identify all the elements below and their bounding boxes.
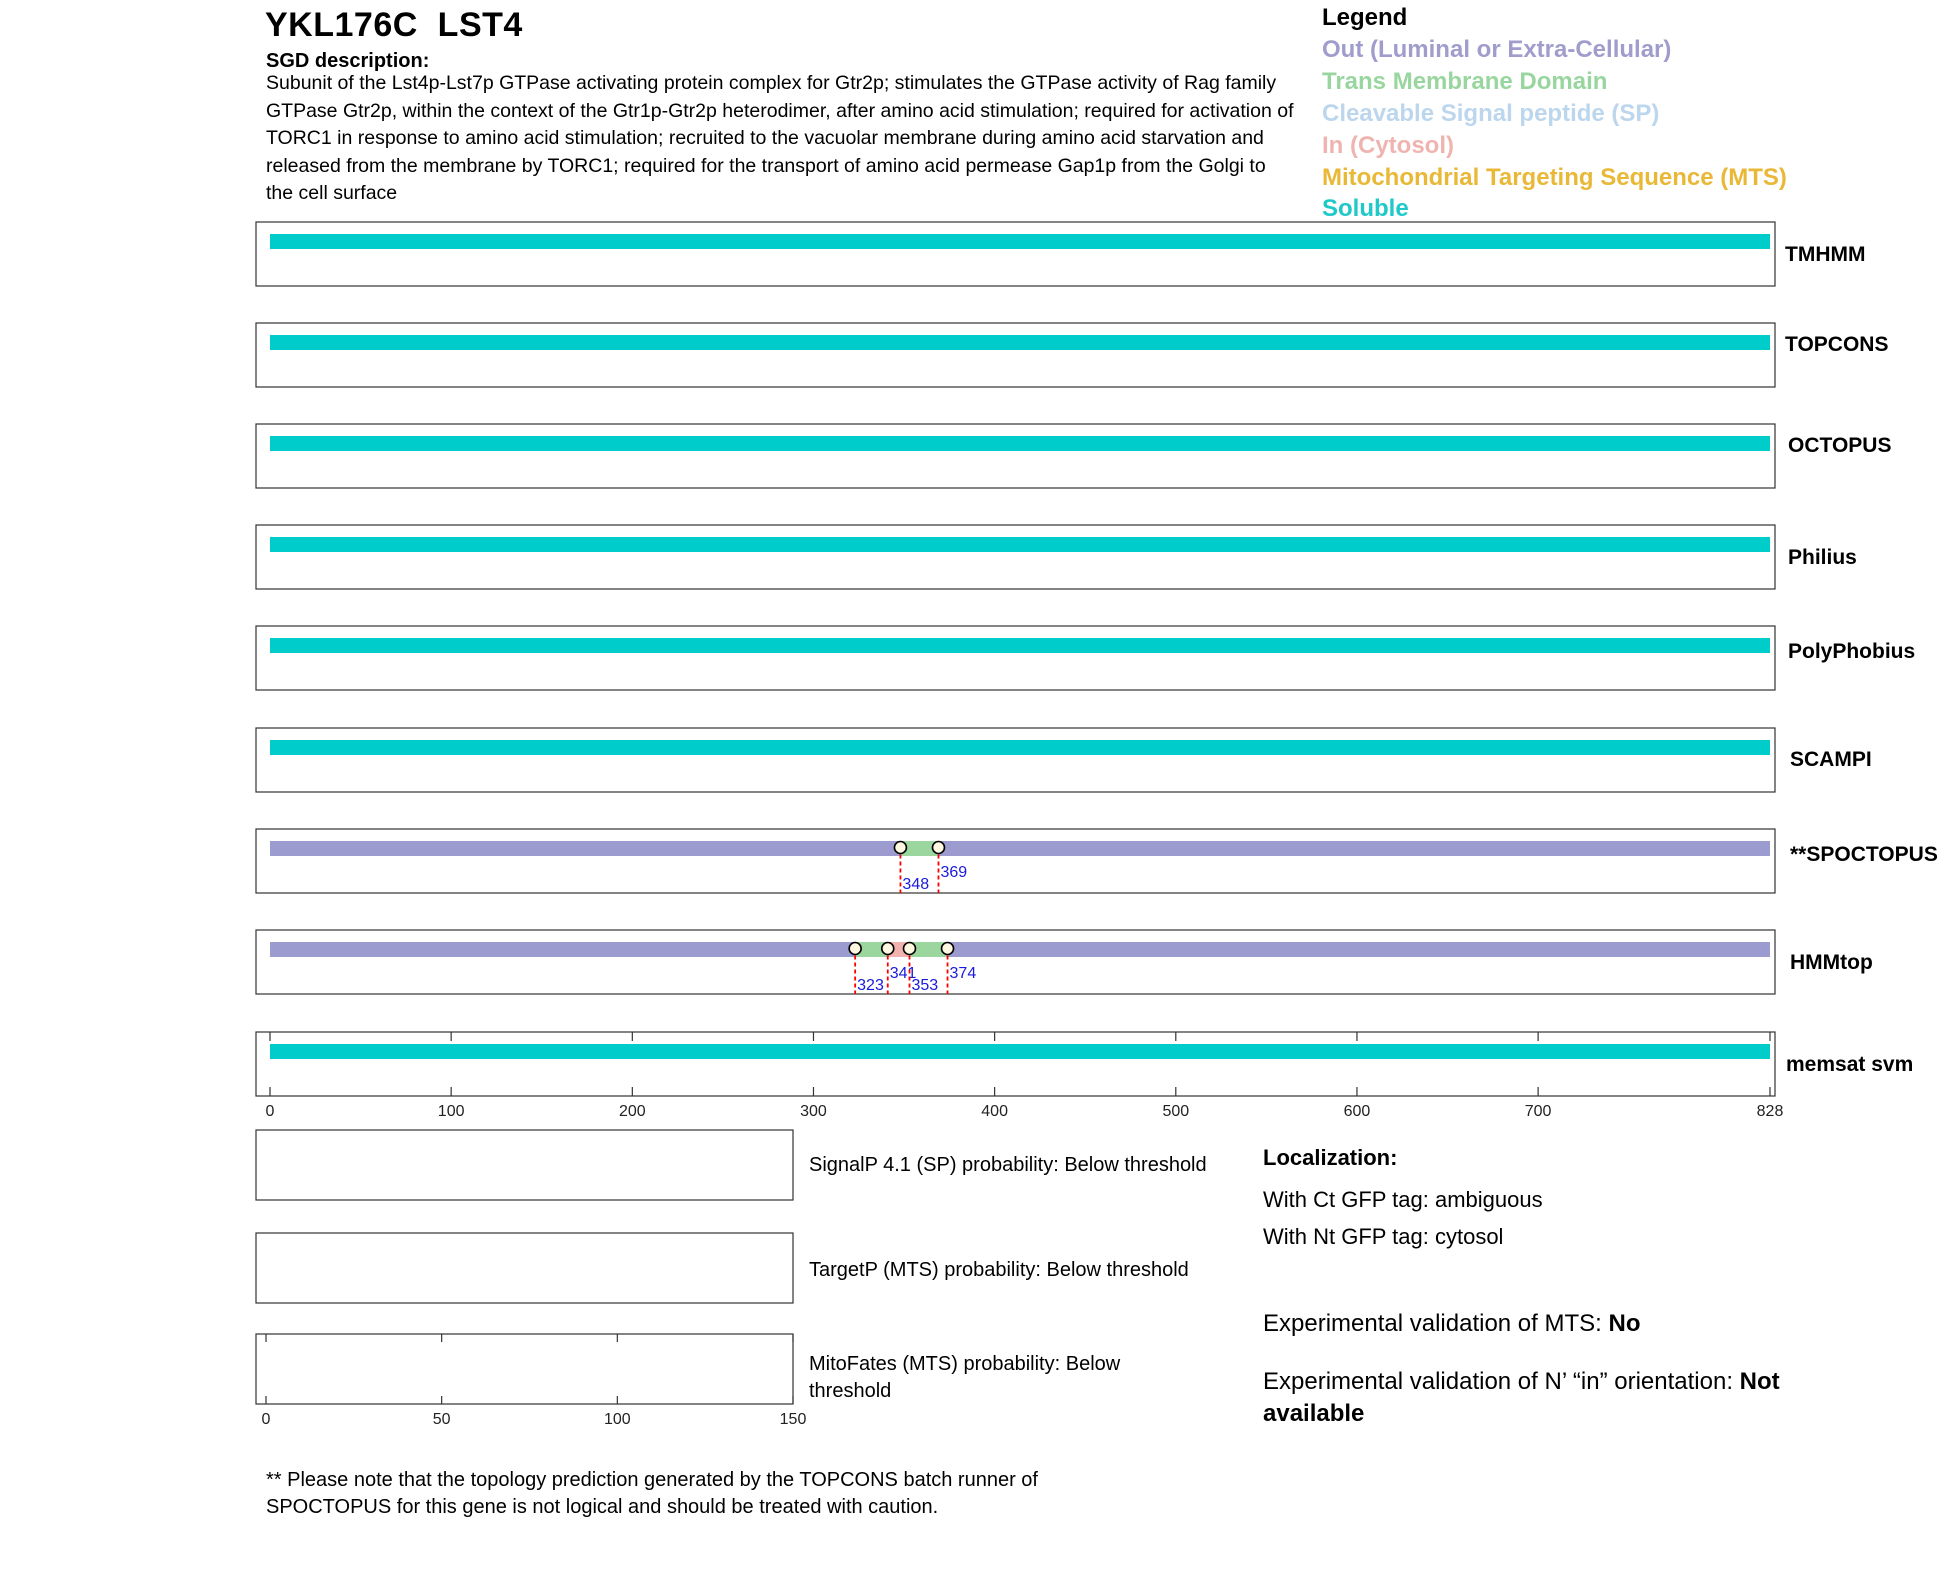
description-text: Subunit of the Lst4p-Lst7p GTPase activating protein complex for Gtr2p; stimulates the GTPase activity of Rag family GTPase Gtr2p, within the context of the Gtr1p-Gtr2p heterodimer, after amino acid stimulation; required for activation of TORC1 in response to amino acid stimulation; recruited to the vacuolar membrane during amino acid starvation and released from the membrane by TORC1; required for the transport of amino acid permease Gap1p from the Golgi to the cell surface: [266, 72, 1294, 204]
track-label-memsat: memsat svm: [1786, 1053, 1914, 1076]
marker-label-hmmtop-2: 353: [911, 977, 939, 994]
track-label-octopus: OCTOPUS: [1788, 434, 1892, 457]
track-frame-spoctopus: [256, 829, 1775, 893]
validation-mts-label: Experimental validation of MTS:: [1263, 1310, 1609, 1337]
marker-dot-hmmtop-1: [882, 943, 894, 955]
probability-frame-1: [256, 1233, 793, 1303]
legend-item-tm: Trans Membrane Domain: [1322, 68, 1608, 95]
x-tick-label-3: 300: [800, 1103, 827, 1120]
localization-nt: With Nt GFP tag: cytosol: [1263, 1224, 1504, 1249]
track-label-tmhmm: TMHMM: [1785, 243, 1866, 266]
track-label-topcons: TOPCONS: [1785, 333, 1889, 356]
track-frame-scampi: [256, 728, 1775, 792]
track-label-polyphobius: PolyPhobius: [1788, 640, 1916, 663]
signalp-label: SignalP 4.1 (SP) probability: Below threshold: [809, 1154, 1207, 1176]
probability-frame-0: [256, 1130, 793, 1200]
track-frame-polyphobius: [256, 626, 1775, 690]
segment-philius-0: [270, 537, 1770, 552]
probability-frame-2: [256, 1334, 793, 1404]
legend-item-in: In (Cytosol): [1322, 132, 1454, 159]
prob-tick-label-3: 150: [779, 1411, 807, 1428]
localization-ct: With Ct GFP tag: ambiguous: [1263, 1187, 1543, 1212]
description-label: SGD description:: [266, 50, 430, 72]
mitofates-label-line2: threshold: [809, 1380, 892, 1402]
segment-memsat-svm-0: [270, 1044, 1770, 1059]
prob-tick-label-0: 0: [261, 1411, 271, 1428]
track-frame-topcons: [256, 323, 1775, 387]
legend-item-soluble: Soluble: [1322, 195, 1409, 222]
segment-octopus-0: [270, 436, 1770, 451]
track-label-philius: Philius: [1788, 546, 1857, 569]
validation-orientation-label: Experimental validation of N’ “in” orientation:: [1263, 1368, 1740, 1395]
segment-spoctopus-2: [938, 841, 1770, 856]
legend-item-sp: Cleavable Signal peptide (SP): [1322, 100, 1660, 127]
track-frame-hmmtop: [256, 930, 1775, 994]
track-frame-octopus: [256, 424, 1775, 488]
marker-label-hmmtop-1: 341: [889, 965, 917, 982]
legend-item-mts: Mitochondrial Targeting Sequence (MTS): [1322, 164, 1787, 191]
track-label-scampi: SCAMPI: [1790, 748, 1872, 771]
localization-heading: Localization:: [1263, 1145, 1398, 1170]
x-tick-label-5: 500: [1162, 1103, 1190, 1120]
marker-dot-hmmtop-2: [903, 943, 915, 955]
segment-tmhmm-0: [270, 234, 1770, 249]
segment-hmmtop-0: [270, 942, 855, 957]
marker-dot-spoctopus-1: [932, 842, 944, 854]
marker-label-spoctopus-0: 348: [902, 876, 930, 893]
prob-tick-label-2: 100: [603, 1411, 631, 1428]
x-tick-label-6: 600: [1343, 1103, 1371, 1120]
segment-hmmtop-4: [948, 942, 1770, 957]
x-tick-label-0: 0: [265, 1103, 275, 1120]
segment-topcons-0: [270, 335, 1770, 350]
targetp-label: TargetP (MTS) probability: Below threshold: [809, 1259, 1189, 1281]
legend-title: Legend: [1322, 4, 1408, 31]
x-tick-label-1: 100: [437, 1103, 465, 1120]
segment-scampi-0: [270, 740, 1770, 755]
track-frame-memsat-svm: [256, 1032, 1775, 1096]
page-title: YKL176C LST4: [265, 6, 523, 44]
x-tick-label-8: 828: [1756, 1103, 1784, 1120]
track-frame-tmhmm: [256, 222, 1775, 286]
track-frame-philius: [256, 525, 1775, 589]
marker-dot-hmmtop-0: [849, 943, 861, 955]
mitofates-label-line1: MitoFates (MTS) probability: Below: [809, 1353, 1121, 1375]
legend-item-out: Out (Luminal or Extra-Cellular): [1322, 36, 1672, 63]
validation-mts: [1263, 1308, 1640, 1340]
marker-dot-hmmtop-3: [942, 943, 954, 955]
segment-polyphobius-0: [270, 638, 1770, 653]
footnote: ** Please note that the topology prediction generated by the TOPCONS batch runner of SPOCTOPUS for this gene is not logical and should be treated with caution.: [266, 1469, 1038, 1518]
x-tick-label-2: 200: [618, 1103, 646, 1120]
marker-dot-spoctopus-0: [894, 842, 906, 854]
prob-tick-label-1: 50: [432, 1411, 451, 1428]
track-label-spoctopus: **SPOCTOPUS: [1790, 843, 1938, 866]
marker-label-hmmtop-3: 374: [949, 965, 977, 982]
track-label-hmmtop: HMMtop: [1790, 951, 1873, 974]
x-tick-label-7: 700: [1524, 1103, 1552, 1120]
marker-label-hmmtop-0: 323: [857, 977, 884, 994]
validation-mts-value: No: [1608, 1310, 1641, 1337]
validation-orientation-value: Not available: [1263, 1368, 1780, 1427]
segment-spoctopus-0: [270, 841, 900, 856]
marker-label-spoctopus-1: 369: [940, 864, 968, 881]
validation-orientation: [1263, 1366, 1823, 1430]
x-tick-label-4: 400: [981, 1103, 1008, 1120]
